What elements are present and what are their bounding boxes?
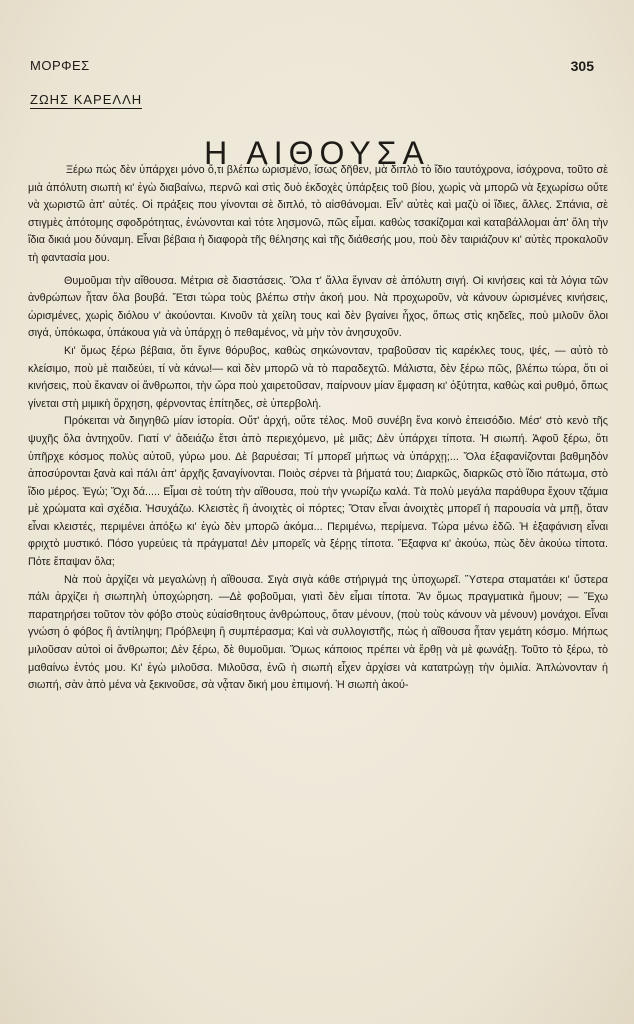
page-number: 305: [570, 58, 594, 74]
author-name: ΖΩΗΣ ΚΑΡΕΛΛΗ: [30, 92, 143, 107]
article-title: Η ΑΙΘΟΥΣΑ: [204, 135, 430, 172]
article-body: [28, 162, 608, 695]
paragraph-5: Νὰ ποὺ ἀρχίζει νὰ μεγαλώνῃ ἡ αἴθουσα. Σιγὰ σιγὰ κάθε στήριγμά της ὑποχωρεῖ. Ὕστερα σταματάει κι' ὕστερα πάλι ἀρχίζει ἡ σιωπηλὴ ὑποχώρηση. —Δὲ φοβοῦμαι, γιατὶ δὲν εἶμαι τίποτα. Ἂν ὅμως πραγματικὰ ἤμουν; — Ἔχω παρατηρήσει τοῦτον τὸν φόβο στοὺς εὐαίσθητους ἀνθρώπους, ὅταν μένουν, (ποὺ τοὺς κάνουν νὰ μένουν) μονάχοι. Εἶναι γνώση ὁ φόβος ἢ ἀντίληψη; Πρόβλεψη ἢ συμπέρασμα; Καὶ νὰ συλλογιστῆς, πὼς ἡ αἴθουσα ἦταν γεμάτη κόσμο. Μήπως μιλοῦσαν αὐτοὶ οἱ ἄνθρωποι; Δὲν ξέρω, δὲ θυμοῦμαι. Ὅμως κάποιος πρέπει νὰ ἔρθῃ νὰ μὲ φωνάξῃ. Τοῦτο τὸ ξέρω, τὸ μαθαίνω ἐντός μου. Κι' ἐγὼ μιλοῦσα. Μιλοῦσα, ἐνῶ ἡ σιωπὴ εἶχεν ἀρχίσει νὰ κατατρώγῃ τὴν ὁμιλία. Ἀπλώνονταν ἡ σιωπή, σὰν ἀπὸ μένα νὰ ξεκινοῦσε, σὰ νᾆταν δική μου ἐπιμονή. Ἡ σιωπὴ ἀκού-: [28, 573, 608, 692]
paragraph-2: Θυμοῦμαι τὴν αἴθουσα. Μέτρια σὲ διαστάσεις. Ὅλα τ' ἄλλα ἔγιναν σὲ ἀπόλυτη σιγή. Οἱ κινήσεις καὶ τὰ λόγια τῶν ἀνθρώπων ἦταν ὅλα βουβά. Ἔτσι τώρα τοὺς βλέπω στὴν ἀκοή μου. Νὰ προχωροῦν, νὰ κάνουν ὡρισμένες κινήσεις, ὡρισμένες, χωρὶς διόλου ν' ἀκούονται. Κινοῦν τὰ χείλη τους καὶ δὲν βγαίνει ἦχος, ὅπως στὶς κηδεῖες, ποὺ μιλοῦν ὅλοι σιγά, ὑπόκωφα, ὑπάκουα γιὰ νὰ ὑπάρχῃ ὁ πεθαμένος, νὰ μὴν τὸν ἀνησυχοῦν.: [28, 274, 608, 340]
paragraph-4: Πρόκειται νὰ διηγηθῶ μίαν ἱστορία. Οὔτ' ἀρχή, οὔτε τέλος. Μοῦ συνέβη ἕνα κοινὸ ἐπεισόδιο. Μέσ' στὸ κενὸ τῆς ψυχῆς ὅλα ἀντηχοῦν. Γιατί ν' ἀδειάζω ἔτσι ἀπὸ περιεχόμενο, μὲ μιᾶς; Δὲν ὑπάρχει τίποτα. Ἡ σιωπή. Ἀφοῦ ξέρω, ὅτι ὑπῆρχε κόσμος πολὺς αὐτοῦ, γύρω μου. Δὲ βαρυέσαι; Τί μπορεῖ μήπως νὰ ὑπάρχῃ;... Ὅλα ἐξαφανίζονται βαθμηδὸν ἀποσύρονται ξανὰ καὶ πάλι ἀπ' ἀρχῆς ξαναγίνονται. Ποιὸς σέρνει τὰ βήματά του; Διαρκῶς, διαρκῶς στὸ ἴδιο πάτωμα, στὸ ἴδιο μέρος. Ἐγώ; Ὄχι δά..... Εἶμαι σὲ τούτη τὴν αἴθουσα, ποὺ τὴν γνωρίζω καλά. Τὰ πολὺ μεγάλα παράθυρα ἔχουν τζάμια μὲ χρώματα καὶ σχέδια. Ἡσυχάζω. Κλειστὲς ἢ ἀνοιχτὲς οἱ πόρτες; Ὅταν εἶναι ἀνοιχτὲς μπορεῖ ἡ παρουσία νὰ μπῇ, ὅταν εἶναι κλειστές, περιμένει ἀπόξω κι' ἐγὼ δὲν μπορῶ ἀκόμα... Περιμένω, περίμενα. Τώρα μένω ἐδῶ. Ἡ ἐξαφάνιση εἶναι φριχτὸ μυστικό. Πόσο γυρεύεις τὰ πράγματα! Δὲν μπορεῖς νὰ ξέρῃς τίποτα. Ἔξαφνα κι' ἀκούω, πὼς δὲν ἀκούω τίποτα. Πότε ἔπαψαν ὅλα;: [28, 415, 608, 569]
running-head: ΜΟΡΦΕΣ: [30, 58, 90, 73]
paragraph-3: Κι' ὅμως ξέρω βέβαια, ὅτι ἔγινε θόρυβος, καθὼς σηκώνονταν, τραβοῦσαν τὶς καρέκλες τους, ψές, — αὐτὸ τὸ κλείσιμο, ποὺ μὲ παιδεύει, τί νὰ κάνω!— καὶ δὲν μπορῶ νὰ τὸ παραδεχτῶ. Μάλιστα, δὲν ξέρω πῶς, βλέπω τώρα, ὅτι οἱ κινήσεις, ποὺ ἔκαναν οἱ ἄνθρωποι, τὴν ὥρα ποὺ χαιρετοῦσαν, παίρνουν μίαν ἔμφαση κι' ὀξύτητα, καθὼς καὶ ρυθμό, ὅπως γίνεται στὴ μιμικὴ ὄρχηση, φέρνοντας ἐπίτηδες, σὲ ὑπερβολή.: [28, 344, 608, 410]
paragraph-1: Ξέρω πώς δὲν ὑπάρχει μόνο ὅ,τι βλέπω ὡρισμένο, ἴσως δῆθεν, μὰ διπλὸ τὸ ἴδιο ταυτόχρονα, ἰσόχρονα, τοῦτο σὲ μιὰ ἀπόλυτη σιωπὴ κι' ἐγὼ διαβαίνω, περνῶ καὶ στὶς δυὸ ἐκδοχὲς ὑπάρξεις τοῦ βίου, χωρὶς νὰ μπορῶ νὰ ξεχωρίσω οὔτε νὰ χωριστῶ ἀπ' αὐτές. Οἱ πράξεις που γίνονται σὲ διπλό, τὸ αἰσθάνομαι. Εἶν' αὐτὲς καὶ μαζὺ οἱ ἴδιες, ἄλλες. Σπάνια, σὲ στιγμὲς ἀπότομης σφοδρότητας, ἑνώνονται καὶ τότε λησμονῶ, πῶς εἶμαι. καθὼς τσακίζομαι καὶ καταβάλλομαι ἀπ' ὅλη τὴν ἴδια δικιά μου δύναμη. Εἶναι βέβαια ἡ διαφορὰ τῆς θέλησης καὶ τῆς διάθεσής μου, ποὺ δὲν ταιριάζουν κι' αὐτὲς προκαλοῦν τὴ φαντασία μου.: [28, 164, 608, 264]
